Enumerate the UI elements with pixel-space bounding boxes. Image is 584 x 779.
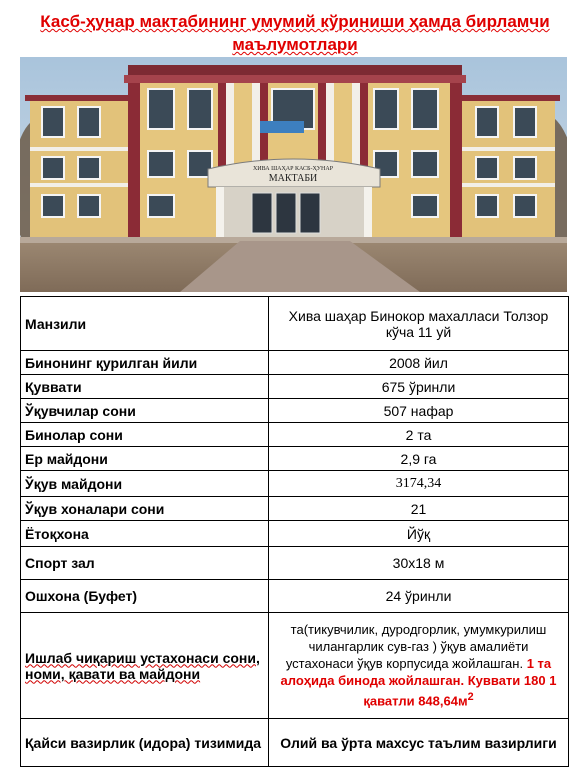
row-value: 24 ўринли bbox=[269, 580, 569, 613]
row-label: Ўқувчилар сони bbox=[21, 399, 269, 423]
row-label: Бинонинг қурилган йили bbox=[21, 351, 269, 375]
row-value: Йўқ bbox=[269, 521, 569, 547]
page-title: Касб-ҳунар мактабининг умумий кўриниши ҳамда бирламчи маълумотлари bbox=[40, 12, 550, 54]
row-value: 507 нафар bbox=[269, 399, 569, 423]
row-label: Ер майдони bbox=[21, 447, 269, 471]
row-label: Манзили bbox=[21, 297, 269, 351]
table-row bbox=[21, 399, 569, 423]
row-label: Ётоқхона bbox=[21, 521, 269, 547]
row-label: Бинолар сони bbox=[21, 423, 269, 447]
row-label: Ўқув хоналари сони bbox=[21, 497, 269, 521]
row-value: 2,9 га bbox=[269, 447, 569, 471]
row-value: 2008 йил bbox=[269, 351, 569, 375]
school-building-photo bbox=[20, 57, 567, 292]
row-value: Хива шаҳар Бинокор махалласи Толзор кўча 11 уй bbox=[269, 297, 569, 351]
building-sign-line2: МАКТАБИ bbox=[268, 173, 318, 184]
table-row bbox=[21, 447, 569, 471]
row-label: Ўқув майдони bbox=[21, 471, 269, 497]
row-value: 3174,34 bbox=[269, 471, 569, 497]
school-info-table bbox=[20, 296, 569, 767]
row-value: Олий ва ўрта махсус таълим вазирлиги bbox=[269, 719, 569, 767]
row-label: Қуввати bbox=[21, 375, 269, 399]
table-row bbox=[21, 719, 569, 767]
row-label: Ишлаб чиқариш устахонаси сони, номи, қавати ва майдони bbox=[21, 613, 269, 719]
row-label: Спорт зал bbox=[21, 547, 269, 580]
row-value: 675 ўринли bbox=[269, 375, 569, 399]
workshop-separate-building: 1 та алоҳида бинода жойлашган. Куввати 180 1 қаватли 848,64м bbox=[280, 656, 557, 709]
table-row bbox=[21, 497, 569, 521]
row-value: 30х18 м bbox=[269, 547, 569, 580]
row-value: 21 bbox=[269, 497, 569, 521]
building-sign-line1: ХИВА ШАҲАР КАСБ-ҲУНАР bbox=[252, 166, 334, 172]
table-row bbox=[21, 547, 569, 580]
table-row bbox=[21, 351, 569, 375]
table-row bbox=[21, 613, 569, 719]
row-label: Ошхона (Буфет) bbox=[21, 580, 269, 613]
table-row bbox=[21, 423, 569, 447]
table-row bbox=[21, 297, 569, 351]
table-row bbox=[21, 375, 569, 399]
workshop-description: та(тикувчилик, дуродгорлик, умумкурилиш чилангарлик сув-газ ) ўқув амалиёти устахонаси ўқув корпусида жойлашган. bbox=[285, 622, 547, 672]
workshop-area-unit-sup: 2 bbox=[467, 691, 474, 704]
row-value bbox=[269, 613, 569, 719]
table-row bbox=[21, 471, 569, 497]
row-label: Қайси вазирлик (идора) тизимида bbox=[21, 719, 269, 767]
table-row bbox=[21, 580, 569, 613]
table-row bbox=[21, 521, 569, 547]
row-value: 2 та bbox=[269, 423, 569, 447]
